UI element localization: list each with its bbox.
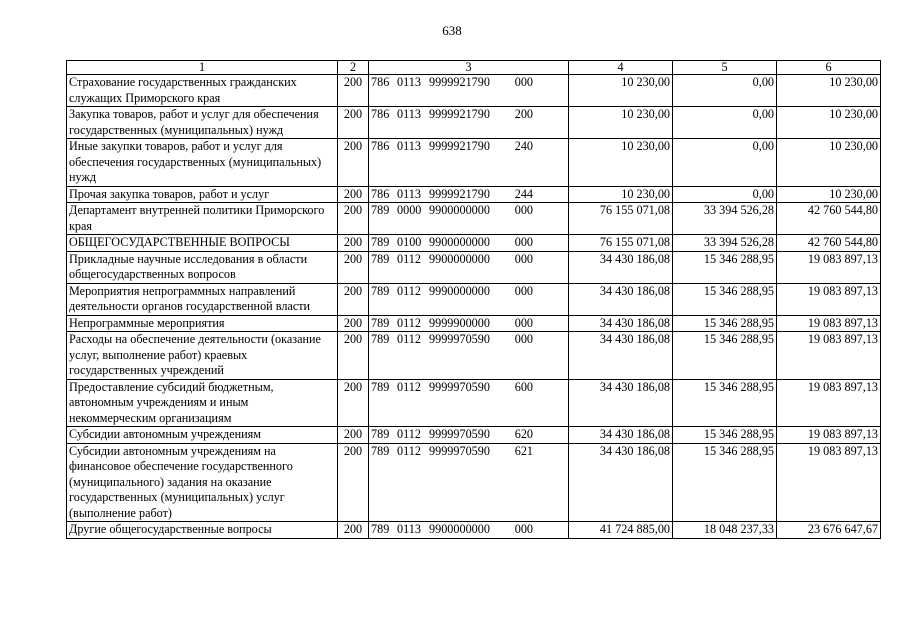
row-col-5: 0,00 — [673, 139, 777, 187]
row-name: Иные закупки товаров, работ и услуг для обеспечения государственных (муниципальных) нужд — [67, 139, 338, 187]
grbs-code: 786 — [371, 75, 390, 89]
page-number: 638 — [442, 23, 462, 38]
article-code: 9999921790 — [429, 107, 490, 121]
grbs-code: 786 — [371, 107, 390, 121]
row-col-2: 200 — [338, 443, 369, 522]
article-code: 9999921790 — [429, 139, 490, 153]
header-col-6: 6 — [777, 61, 881, 75]
row-col-4: 34 430 186,08 — [569, 332, 673, 380]
article-code: 9900000000 — [429, 251, 490, 266]
grbs-code: 789 — [371, 251, 390, 266]
row-name: Субсидии автономным учреждениям на финансовое обеспечение государственного (муниципального) задания на оказание государственных (муниципальных) услуг (выполнение работ) — [67, 443, 338, 522]
row-col-2: 200 — [338, 522, 369, 539]
row-code — [369, 251, 569, 283]
article-code: 9999921790 — [429, 75, 490, 89]
row-col-4: 34 430 186,08 — [569, 379, 673, 427]
expense-type-code: 621 — [514, 443, 533, 458]
grbs-code: 789 — [371, 283, 390, 298]
expense-type-code: 000 — [514, 235, 533, 249]
grbs-code: 786 — [371, 186, 390, 201]
row-name: ОБЩЕГОСУДАРСТВЕННЫЕ ВОПРОСЫ — [67, 235, 338, 252]
article-code: 9999970590 — [429, 427, 490, 441]
grbs-code: 789 — [371, 203, 390, 217]
header-col-1: 1 — [67, 61, 338, 75]
row-col-4: 10 230,00 — [569, 75, 673, 107]
row-col-5: 15 346 288,95 — [673, 427, 777, 444]
grbs-code: 789 — [371, 235, 390, 249]
row-col-4: 34 430 186,08 — [569, 315, 673, 332]
section-code: 0100 — [397, 235, 422, 249]
section-code: 0113 — [397, 107, 421, 121]
row-col-5: 15 346 288,95 — [673, 315, 777, 332]
row-col-5: 0,00 — [673, 107, 777, 139]
row-name: Расходы на обеспечение деятельности (оказание услуг, выполнение работ) краевых государственных учреждений — [67, 332, 338, 380]
row-col-2: 200 — [338, 203, 369, 235]
row-code — [369, 235, 569, 252]
row-col-6: 10 230,00 — [777, 75, 881, 107]
row-code — [369, 427, 569, 444]
row-col-6: 19 083 897,13 — [777, 443, 881, 522]
row-col-2: 200 — [338, 315, 369, 332]
row-code — [369, 139, 569, 187]
header-col-4: 4 — [569, 61, 673, 75]
expense-type-code: 000 — [514, 315, 533, 330]
row-col-5: 33 394 526,28 — [673, 203, 777, 235]
table-row — [67, 283, 881, 315]
grbs-code: 789 — [371, 379, 390, 394]
row-col-4: 10 230,00 — [569, 107, 673, 139]
row-name: Субсидии автономным учреждениям — [67, 427, 338, 444]
row-col-2: 200 — [338, 107, 369, 139]
row-code — [369, 332, 569, 380]
row-code — [369, 75, 569, 107]
row-col-2: 200 — [338, 186, 369, 203]
row-col-4: 34 430 186,08 — [569, 427, 673, 444]
table-row — [67, 107, 881, 139]
grbs-code: 789 — [371, 443, 390, 458]
row-code — [369, 107, 569, 139]
section-code: 0113 — [397, 522, 421, 536]
grbs-code: 789 — [371, 427, 390, 441]
header-row — [67, 61, 881, 75]
table-row — [67, 203, 881, 235]
row-name: Другие общегосударственные вопросы — [67, 522, 338, 539]
article-code: 9999970590 — [429, 332, 490, 346]
row-col-4: 10 230,00 — [569, 186, 673, 203]
section-code: 0112 — [397, 332, 421, 346]
expense-type-code: 240 — [514, 139, 533, 153]
row-name: Предоставление субсидий бюджетным, автономным учреждениям и иным некоммерческим организациям — [67, 379, 338, 427]
row-col-5: 15 346 288,95 — [673, 443, 777, 522]
row-col-5: 0,00 — [673, 186, 777, 203]
row-code — [369, 379, 569, 427]
row-col-6: 42 760 544,80 — [777, 235, 881, 252]
row-col-4: 34 430 186,08 — [569, 283, 673, 315]
section-code: 0000 — [397, 203, 422, 217]
section-code: 0112 — [397, 315, 421, 330]
table-row — [67, 75, 881, 107]
section-code: 0112 — [397, 251, 421, 266]
expense-type-code: 600 — [514, 379, 533, 394]
section-code: 0113 — [397, 75, 421, 89]
table-row — [67, 379, 881, 427]
row-col-6: 10 230,00 — [777, 107, 881, 139]
expense-type-code: 000 — [514, 203, 533, 217]
table-row — [67, 139, 881, 187]
row-col-5: 33 394 526,28 — [673, 235, 777, 252]
article-code: 9900000000 — [429, 235, 490, 249]
row-col-6: 19 083 897,13 — [777, 332, 881, 380]
row-col-2: 200 — [338, 75, 369, 107]
row-col-2: 200 — [338, 251, 369, 283]
article-code: 9999900000 — [429, 315, 490, 330]
grbs-code: 789 — [371, 522, 390, 536]
row-col-6: 19 083 897,13 — [777, 315, 881, 332]
row-col-4: 10 230,00 — [569, 139, 673, 187]
row-code — [369, 203, 569, 235]
row-col-6: 10 230,00 — [777, 139, 881, 187]
table-row — [67, 186, 881, 203]
row-col-6: 23 676 647,67 — [777, 522, 881, 539]
expense-type-code: 244 — [514, 186, 533, 201]
row-col-4: 41 724 885,00 — [569, 522, 673, 539]
row-name: Непрограммные мероприятия — [67, 315, 338, 332]
section-code: 0113 — [397, 186, 421, 201]
article-code: 9990000000 — [429, 283, 490, 298]
table-row — [67, 251, 881, 283]
expense-type-code: 200 — [514, 107, 533, 121]
row-col-4: 76 155 071,08 — [569, 235, 673, 252]
grbs-code: 786 — [371, 139, 390, 153]
row-name: Страхование государственных гражданских служащих Приморского края — [67, 75, 338, 107]
row-col-2: 200 — [338, 332, 369, 380]
article-code: 9999970590 — [429, 379, 490, 394]
article-code: 9999970590 — [429, 443, 490, 458]
expense-type-code: 000 — [514, 283, 533, 298]
row-col-2: 200 — [338, 379, 369, 427]
row-col-6: 10 230,00 — [777, 186, 881, 203]
expense-type-code: 620 — [514, 427, 533, 441]
table-row — [67, 315, 881, 332]
grbs-code: 789 — [371, 315, 390, 330]
row-name: Прочая закупка товаров, работ и услуг — [67, 186, 338, 203]
row-col-2: 200 — [338, 139, 369, 187]
row-col-2: 200 — [338, 427, 369, 444]
table-row — [67, 522, 881, 539]
row-code — [369, 315, 569, 332]
expense-type-code: 000 — [514, 332, 533, 346]
section-code: 0113 — [397, 139, 421, 153]
header-col-2: 2 — [338, 61, 369, 75]
section-code: 0112 — [397, 379, 421, 394]
row-col-5: 18 048 237,33 — [673, 522, 777, 539]
article-code: 9999921790 — [429, 186, 490, 201]
row-col-5: 15 346 288,95 — [673, 251, 777, 283]
row-col-6: 19 083 897,13 — [777, 427, 881, 444]
row-name: Мероприятия непрограммных направлений деятельности органов государственной власти — [67, 283, 338, 315]
row-col-4: 34 430 186,08 — [569, 251, 673, 283]
header-col-3: 3 — [369, 61, 569, 75]
table-row — [67, 332, 881, 380]
row-col-5: 15 346 288,95 — [673, 379, 777, 427]
expense-type-code: 000 — [514, 75, 533, 89]
row-code — [369, 522, 569, 539]
budget-table — [66, 60, 881, 539]
row-col-6: 19 083 897,13 — [777, 283, 881, 315]
row-col-5: 15 346 288,95 — [673, 332, 777, 380]
row-code — [369, 283, 569, 315]
row-code — [369, 443, 569, 522]
row-col-6: 19 083 897,13 — [777, 251, 881, 283]
row-col-2: 200 — [338, 235, 369, 252]
table-row — [67, 427, 881, 444]
section-code: 0112 — [397, 427, 421, 441]
expense-type-code: 000 — [514, 522, 533, 536]
row-col-4: 34 430 186,08 — [569, 443, 673, 522]
grbs-code: 789 — [371, 332, 390, 346]
row-name: Департамент внутренней политики Приморского края — [67, 203, 338, 235]
row-col-5: 0,00 — [673, 75, 777, 107]
section-code: 0112 — [397, 443, 421, 458]
row-col-2: 200 — [338, 283, 369, 315]
table-body — [67, 75, 881, 539]
header-col-5: 5 — [673, 61, 777, 75]
row-name: Закупка товаров, работ и услуг для обеспечения государственных (муниципальных) нужд — [67, 107, 338, 139]
row-name: Прикладные научные исследования в области общегосударственных вопросов — [67, 251, 338, 283]
expense-type-code: 000 — [514, 251, 533, 266]
row-col-5: 15 346 288,95 — [673, 283, 777, 315]
row-code — [369, 186, 569, 203]
section-code: 0112 — [397, 283, 421, 298]
row-col-6: 42 760 544,80 — [777, 203, 881, 235]
article-code: 9900000000 — [429, 203, 490, 217]
table-row — [67, 443, 881, 522]
table-row — [67, 235, 881, 252]
article-code: 9900000000 — [429, 522, 490, 536]
row-col-4: 76 155 071,08 — [569, 203, 673, 235]
row-col-6: 19 083 897,13 — [777, 379, 881, 427]
